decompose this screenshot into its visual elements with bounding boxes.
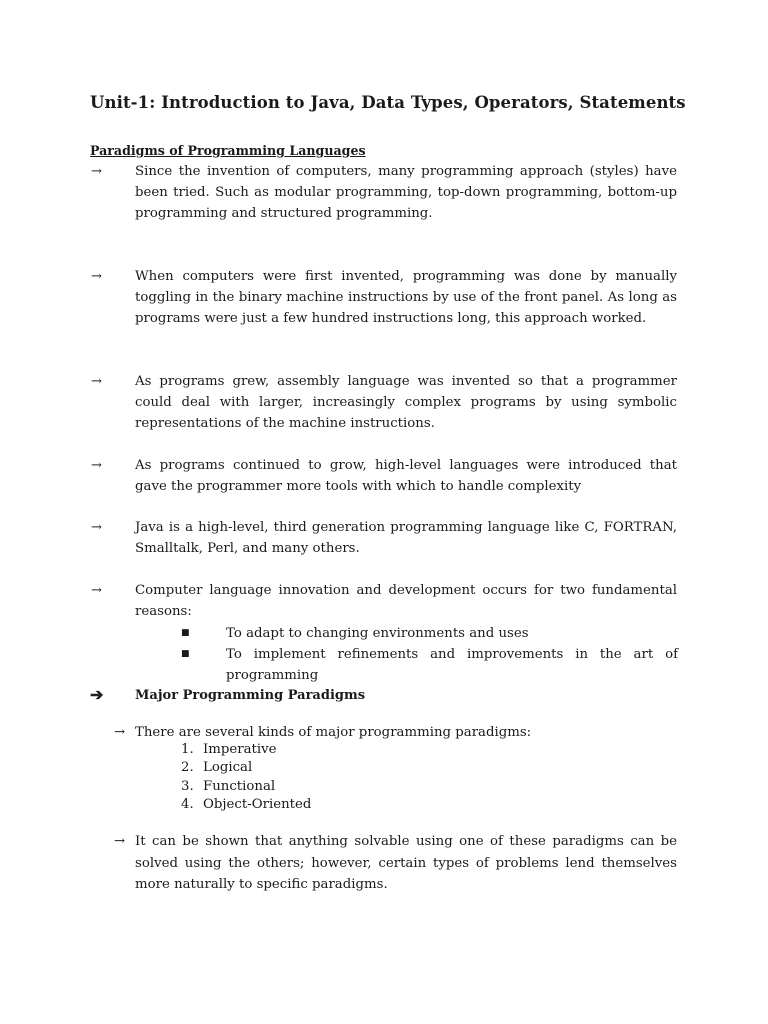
- arrow-icon: →: [91, 520, 102, 535]
- arrow-icon: →: [91, 164, 102, 179]
- reason-item-2: To implement refinements and improvements in the art of programming: [226, 647, 678, 683]
- major-paradigms-heading: Major Programming Paradigms: [135, 688, 366, 703]
- square-bullet-icon: ■: [181, 628, 190, 638]
- arrow-icon: →: [91, 458, 102, 473]
- closing-paragraph: It can be shown that anything solvable using one of these paradigms can be solved using the others; however, certain types of problems lend themselves more naturally to specific paradigms.: [135, 834, 677, 892]
- arrow-icon: →: [91, 583, 102, 598]
- arrow-icon: →: [114, 725, 126, 740]
- bold-arrow-icon: ➔: [90, 685, 104, 704]
- paragraph-1: Since the invention of computers, many programming approach (styles) have been tried. Such as modular programming, top-down programming, bottom-up programming and structured programming.: [135, 164, 677, 221]
- paragraph-4: As programs continued to grow, high-level languages were introduced that gave the programmer more tools with which to handle complexity: [135, 458, 677, 494]
- list-item: 3. Functional: [181, 778, 276, 794]
- paragraph-6: Computer language innovation and development occurs for two fundamental reasons:: [135, 583, 677, 619]
- arrow-icon: →: [91, 374, 102, 389]
- reason-item-1: To adapt to changing environments and uses: [226, 626, 529, 641]
- paragraph-5: Java is a high-level, third generation programming language like C, FORTRAN, Smalltalk, Perl, and many others.: [135, 520, 677, 556]
- paragraph-3: As programs grew, assembly language was invented so that a programmer could deal with larger, increasingly complex programs by using symbolic representations of the machine instructions.: [135, 374, 677, 431]
- paradigms-list: [181, 741, 311, 814]
- list-item: 1. Imperative: [181, 742, 277, 757]
- paradigms-intro: There are several kinds of major programming paradigms:: [135, 725, 532, 740]
- section-heading: Paradigms of Programming Languages: [90, 143, 366, 158]
- square-bullet-icon: ■: [181, 649, 190, 659]
- arrow-icon: →: [114, 834, 126, 849]
- list-item: 4. Object-Oriented: [181, 796, 312, 812]
- list-item: 2. Logical: [181, 760, 253, 776]
- arrow-icon: →: [91, 269, 102, 284]
- page-title: Unit-1: Introduction to Java, Data Types, Operators, Statements: [90, 93, 686, 112]
- paragraph-2: When computers were first invented, programming was done by manually toggling in the binary machine instructions by use of the front panel. As long as programs were just a few hundred instructions long, this approach worked.: [135, 269, 677, 326]
